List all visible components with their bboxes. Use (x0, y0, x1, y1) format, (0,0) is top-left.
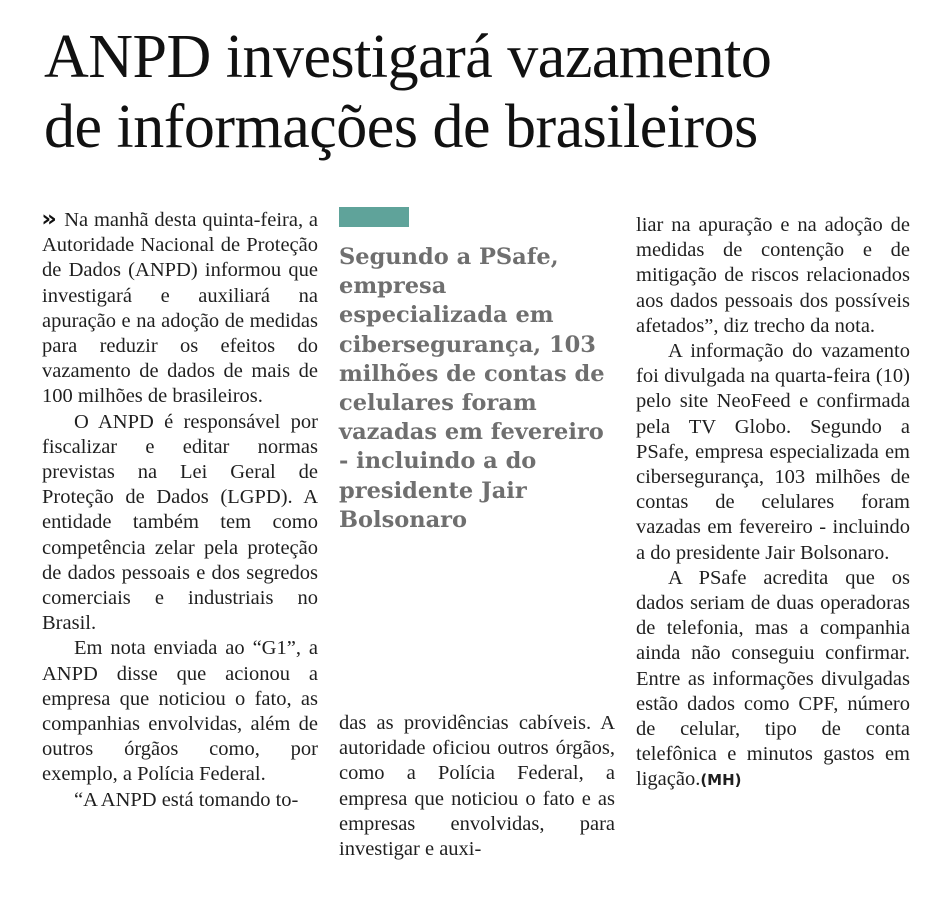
pull-quote: Segundo a PSafe, empresa especializada em cibersegurança, 103 milhões de contas de celulares foram vazadas em fevereiro - incluindo a do presidente Jair Bolsonaro (339, 244, 605, 533)
paragraph-3: Em nota enviada ao “G1”, a ANPD disse que acionou a empresa que noticiou o fato, as companhias envolvidas, além de outros órgãos como, por exemplo, a Polícia Federal. (42, 637, 318, 786)
paragraph-4-continued: das as providências cabíveis. A autoridade oficiou outros órgãos, como a Polícia Federal, a empresa que noticiou o fato e as empresas envolvidas, para investigar e auxi- (339, 712, 615, 861)
paragraph-2: O ANPD é responsável por fiscalizar e editar normas previstas na Lei Geral de Proteção de Dados (LGPD). A entidade também tem como competência zelar pela proteção de dados pessoais e dos segredos comerciais e industriais no Brasil. (42, 410, 318, 635)
article-column-3 (636, 213, 910, 794)
double-chevron-right-icon: » (41, 207, 57, 232)
paragraph-4-end: liar na apuração e na adoção de medidas de contenção e de mitigação de riscos relacionados aos dados pessoais dos possíveis afetados”, diz trecho da nota. (636, 214, 910, 337)
paragraph-4: “A ANPD está tomando to- (74, 788, 299, 811)
author-signature: (MH) (700, 771, 742, 790)
headline-line-2: de informações de brasileiros (44, 93, 758, 161)
headline-line-1: ANPD investigará vazamento (44, 23, 772, 91)
paragraph-1 (42, 208, 318, 410)
headline (44, 22, 924, 162)
paragraph-6-text: A PSafe acredita que os dados seriam de duas operadoras de telefonia, mas a companhia ainda não conseguiu confirmar. Entre as informações divulgadas estão dados como CPF, número de celular, tipo de conta telefônica e minutos gastos em ligação. (636, 566, 910, 791)
paragraph-1-text: Na manhã desta quinta-feira, a Autoridade Nacional de Proteção de Dados (ANPD) informou que investigará e auxiliará na apuração e na adoção de medidas para reduzir os efeitos do vazamento de dados de mais de 100 milhões de brasileiros. (42, 209, 318, 408)
paragraph-5: A informação do vazamento foi divulgada na quarta-feira (10) pelo site NeoFeed e confirmada pela TV Globo. Segundo a PSafe, empresa especializada em cibersegurança, 103 milhões de contas de celulares foram vazadas em fevereiro - incluindo a do presidente Jair Bolsonaro. (636, 340, 910, 564)
article-column-1 (42, 208, 318, 813)
paragraph-6 (636, 566, 910, 794)
accent-bar (339, 207, 409, 227)
article-column-2 (339, 711, 615, 862)
